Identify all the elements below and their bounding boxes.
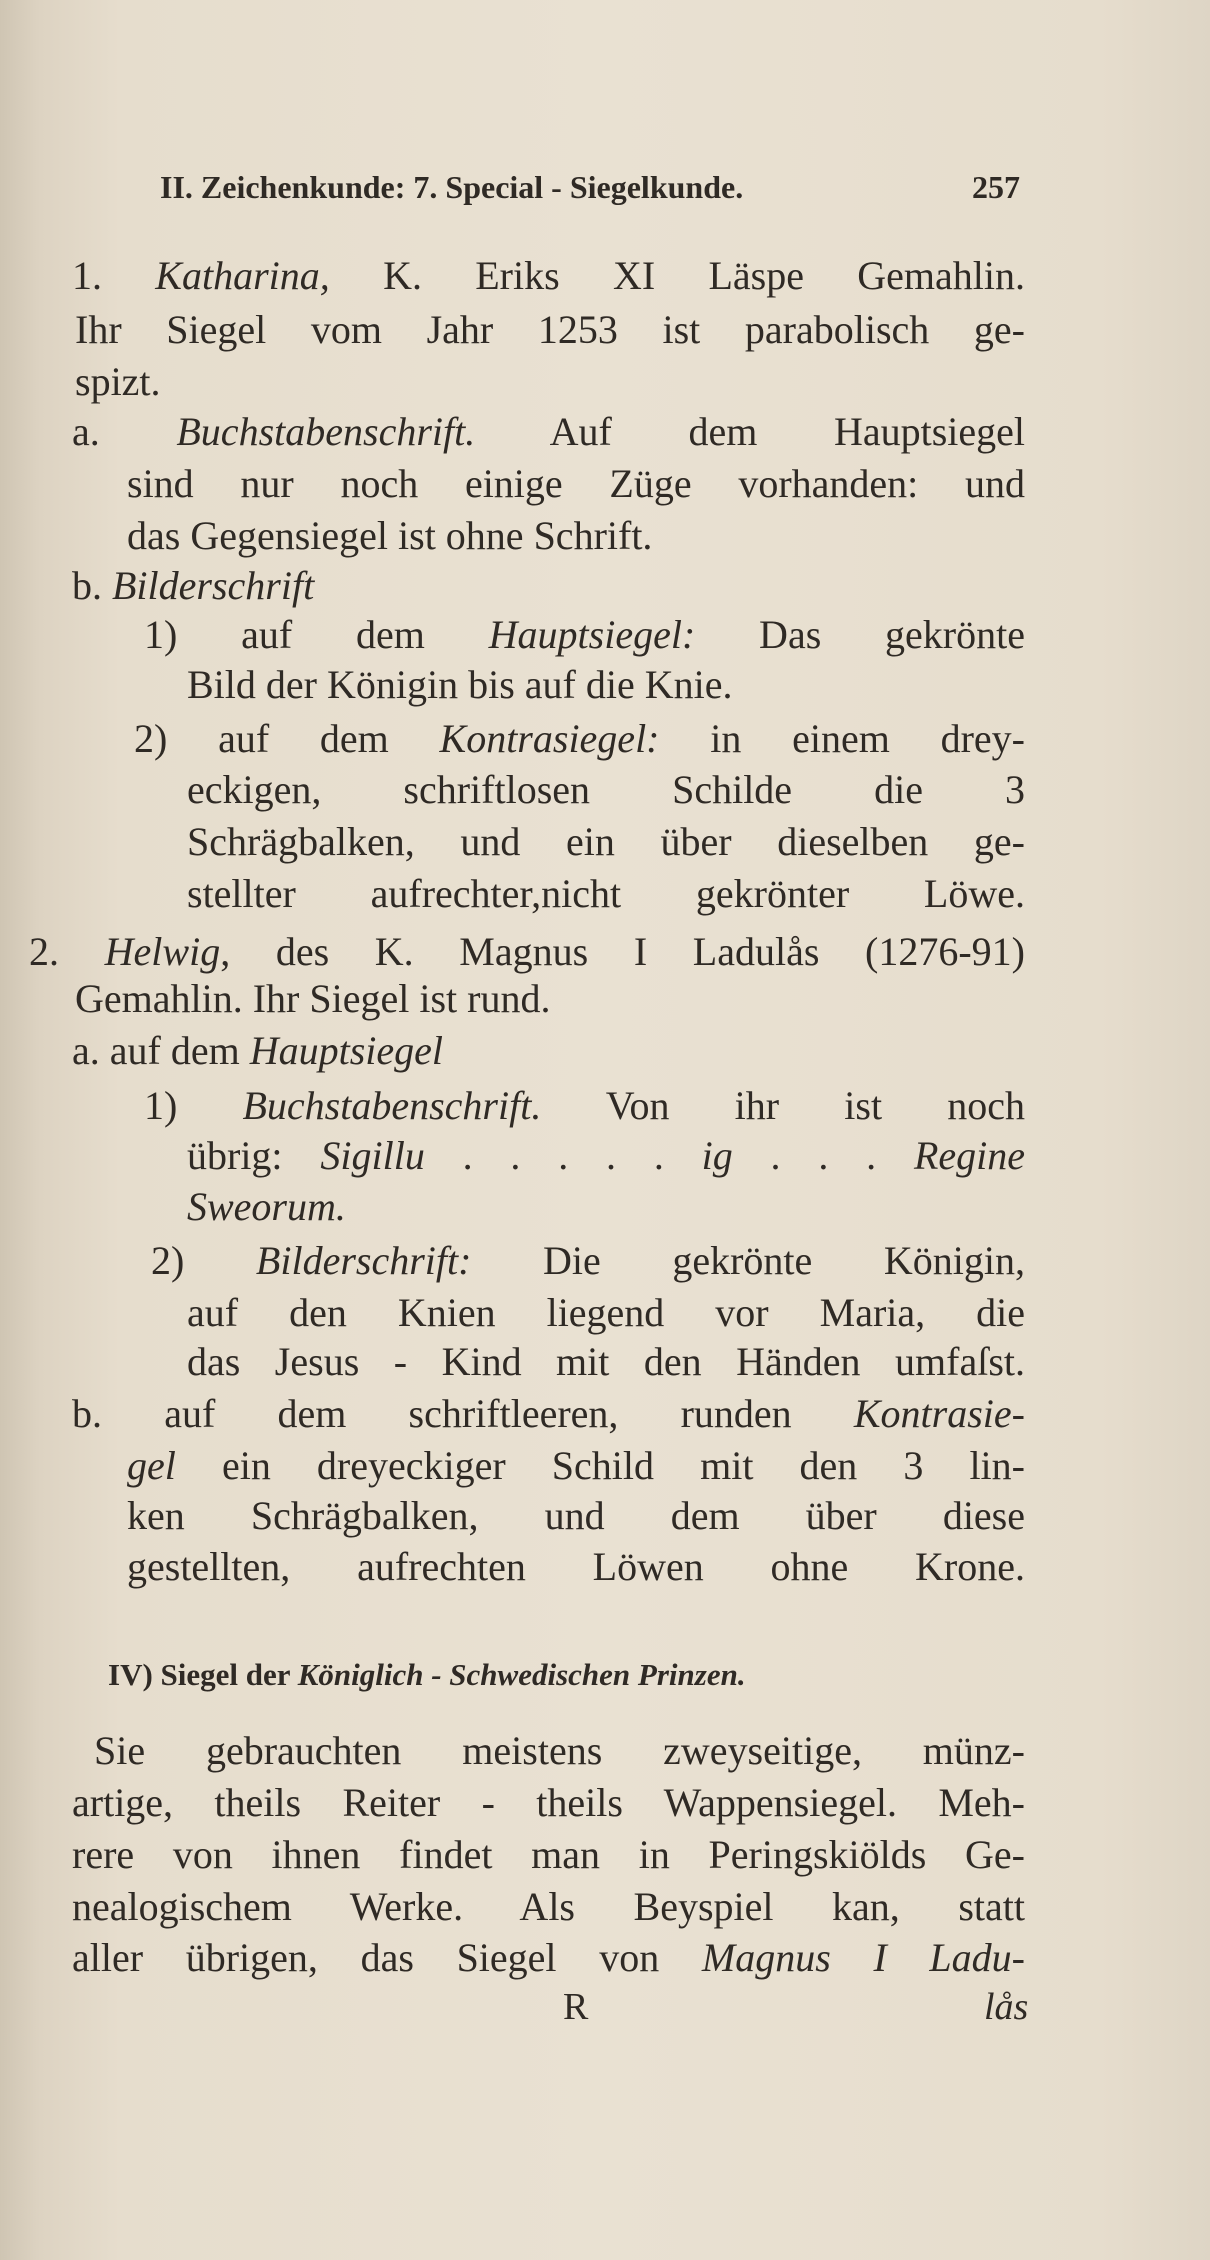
text-segment: ein dreyeckiger Schild mit den 3 lin- (175, 1443, 1025, 1488)
text-segment: 2) auf dem (134, 716, 440, 761)
text-line (134, 713, 1025, 765)
text-segment: a. (72, 409, 177, 454)
text-line (72, 560, 1025, 612)
text-segment: Bild der Königin bis auf die Knie. (187, 662, 733, 707)
text-line (127, 1490, 1025, 1542)
text-segment: gestellten, aufrechten Löwen ohne Krone. (127, 1544, 1025, 1589)
text-segment: Die gekrönte Königin, (471, 1238, 1025, 1283)
text-segment: , des K. Magnus I Ladulås (1276-91) (220, 929, 1026, 974)
text-segment: eckigen, schriftlosen Schilde die 3 (187, 767, 1025, 812)
text-line (127, 510, 1025, 562)
text-line (29, 926, 1025, 978)
text-line (187, 764, 1025, 816)
italic-text: Sigillu (320, 1133, 425, 1178)
text-line (187, 1336, 1025, 1388)
text-line (187, 659, 1025, 711)
italic-text: Magnus I Ladu- (701, 1935, 1025, 1980)
text-line (72, 1025, 1025, 1077)
text-segment: K. Eriks XI Läspe Gemahlin. (329, 253, 1025, 298)
italic-text: Bilderschrift (112, 563, 315, 608)
text-line (72, 250, 1025, 302)
text-segment: Auf dem Hauptsiegel (475, 409, 1025, 454)
text-segment: in einem drey- (659, 716, 1025, 761)
text-line (72, 406, 1025, 458)
italic-text: gel (127, 1443, 176, 1488)
text-segment: Ihr Siegel vom Jahr 1253 ist parabolisch ge- (75, 307, 1025, 352)
italic-text: Hauptsiegel: (488, 612, 696, 657)
text-line (144, 1080, 1025, 1132)
text-line (75, 356, 1025, 408)
text-segment: stellter aufrechter,nicht gekrönter Löwe. (187, 871, 1025, 916)
italic-text: Buchstabenschrift. (242, 1083, 542, 1128)
signature-mark: R (563, 1986, 589, 2028)
section-heading (108, 1650, 746, 1700)
text-line (144, 609, 1025, 661)
text-segment: 1) (144, 1083, 243, 1128)
text-segment: das Gegensiegel ist ohne Schrift. (127, 513, 653, 558)
text-segment: Sie gebrauchten meistens zweyseitige, münz- (94, 1728, 1025, 1773)
text-segment: b. (72, 563, 112, 608)
section-heading-prefix: IV) Siegel der (108, 1657, 298, 1692)
text-segment: sind nur noch einige Züge vorhanden: und (127, 461, 1025, 506)
text-line (72, 1388, 1025, 1440)
paragraph-line (72, 1881, 1025, 1933)
text-segment: ken Schrägbalken, und dem über diese (127, 1493, 1025, 1538)
text-segment: 1) auf dem (144, 612, 489, 657)
italic-text: Helwig (104, 929, 221, 974)
text-segment: Das gekrönte (695, 612, 1025, 657)
text-segment: nealogischem Werke. Als Beyspiel kan, statt (72, 1884, 1025, 1929)
italic-text: Hauptsiegel (249, 1028, 444, 1073)
text-segment: übrig: (187, 1133, 321, 1178)
italic-text: ig (701, 1133, 733, 1178)
text-line (187, 816, 1025, 868)
italic-text: Kontrasie- (853, 1391, 1025, 1436)
paragraph-line (72, 1932, 1025, 1984)
text-segment: das Jesus - Kind mit den Händen umfaſst. (187, 1339, 1025, 1384)
text-line (151, 1235, 1025, 1287)
text-segment: aller übrigen, das Siegel von (72, 1935, 702, 1980)
text-segment: artige, theils Reiter - theils Wappensiegel. Meh- (72, 1780, 1025, 1825)
text-segment: . . . . . (424, 1133, 702, 1178)
text-segment: auf den Knien liegend vor Maria, die (187, 1290, 1025, 1335)
italic-text: Katharina, (155, 253, 330, 298)
paragraph-line (72, 1829, 1025, 1881)
italic-text: Sweorum. (187, 1184, 346, 1229)
text-line (75, 304, 1025, 356)
text-line (187, 1130, 1025, 1182)
text-line (75, 973, 1025, 1025)
text-line (187, 1181, 1025, 1233)
running-header (160, 160, 1020, 214)
italic-text: Regine (913, 1133, 1026, 1178)
paragraph-line (94, 1725, 1025, 1777)
italic-text: Buchstabenschrift. (176, 409, 476, 454)
running-title: II. Zeichenkunde: 7. Special - Siegelkunde. (160, 169, 744, 205)
text-segment: a. auf dem (72, 1028, 250, 1073)
catchword: lås (984, 1986, 1029, 2028)
text-segment: spizt. (75, 359, 161, 404)
text-line (187, 1287, 1025, 1339)
text-segment: . . . (732, 1133, 914, 1178)
text-segment: 1. (72, 253, 156, 298)
text-line (127, 1440, 1025, 1492)
text-segment: 2) (151, 1238, 256, 1283)
text-segment: Von ihr ist noch (541, 1083, 1025, 1128)
italic-text: Bilderschrift: (255, 1238, 472, 1283)
paragraph-line (72, 1777, 1025, 1829)
text-line (187, 868, 1025, 920)
italic-text: Kontrasiegel: (439, 716, 660, 761)
text-line (127, 1541, 1025, 1593)
text-segment: rere von ihnen findet man in Peringskiölds Ge- (72, 1832, 1025, 1877)
text-segment: Gemahlin. Ihr Siegel ist rund. (75, 976, 551, 1021)
page-number: 257 (972, 169, 1020, 205)
text-segment: b. auf dem schriftleeren, runden (72, 1391, 854, 1436)
text-line (127, 458, 1025, 510)
text-segment: 2. (29, 929, 105, 974)
section-heading-italic: Königlich - Schwedischen Prinzen. (297, 1657, 746, 1692)
text-segment: Schrägbalken, und ein über dieselben ge- (187, 819, 1025, 864)
